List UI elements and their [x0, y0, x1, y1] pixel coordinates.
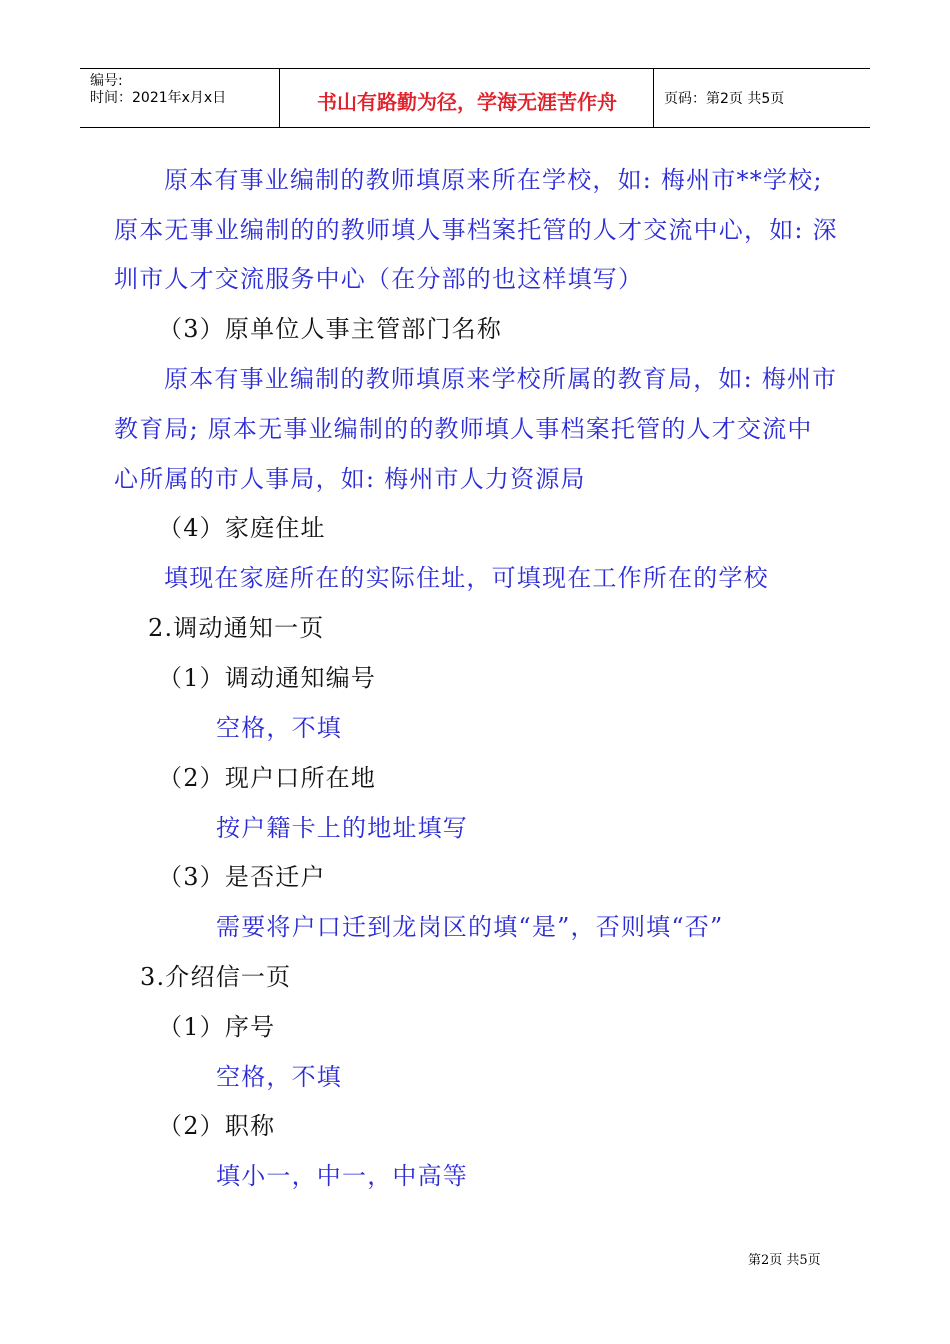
instruction-line: 需要将户口迁到龙岗区的填“是”，否则填“否”: [216, 913, 724, 941]
instruction-line: 空格，不填: [216, 714, 342, 742]
section-heading: 2.调动通知一页: [148, 614, 325, 642]
field-heading: （1）调动通知编号: [158, 664, 377, 692]
instruction-line: 心所属的市人事局，如: 梅州市人力资源局: [114, 465, 586, 493]
instruction-line: 按户籍卡上的地址填写: [216, 814, 468, 842]
instruction-line: 教育局; 原本无事业编制的的教师填人事档案托管的人才交流中: [114, 415, 813, 443]
field-heading: （1）序号: [158, 1013, 276, 1041]
page-footer: 第2页 共5页: [748, 1253, 821, 1268]
header-motto-cell: [280, 69, 654, 128]
instruction-line: 空格，不填: [216, 1063, 342, 1091]
field-heading: （3）是否迁户: [158, 863, 326, 891]
instruction-line: 原本有事业编制的教师填原来学校所属的教育局，如: 梅州市: [164, 365, 838, 393]
field-heading: （3）原单位人事主管部门名称: [158, 315, 503, 343]
document-time-label: 时间：2021年x月x日: [90, 90, 227, 106]
page-header: [80, 68, 870, 128]
header-page-cell: [654, 69, 870, 128]
field-heading: （2）职称: [158, 1112, 276, 1140]
header-meta-cell: [80, 69, 280, 128]
section-heading: 3.介绍信一页: [140, 963, 292, 991]
instruction-line: 圳市人才交流服务中心（在分部的也这样填写）: [114, 265, 644, 293]
document-number-label: 编号:: [90, 73, 123, 89]
field-heading: （2）现户口所在地: [158, 764, 377, 792]
instruction-line: 填小一，中一，中高等: [216, 1162, 468, 1190]
instruction-line: 填现在家庭所在的实际住址，可填现在工作所在的学校: [164, 564, 769, 592]
field-heading: （4）家庭住址: [158, 514, 326, 542]
instruction-line: 原本无事业编制的的教师填人事档案托管的人才交流中心，如: 深: [114, 216, 838, 244]
header-motto: 书山有路勤为径，学海无涯苦作舟: [317, 90, 617, 114]
header-page-number: 页码：第2页 共5页: [664, 91, 785, 107]
instruction-line: 原本有事业编制的教师填原来所在学校，如: 梅州市**学校;: [164, 166, 823, 194]
